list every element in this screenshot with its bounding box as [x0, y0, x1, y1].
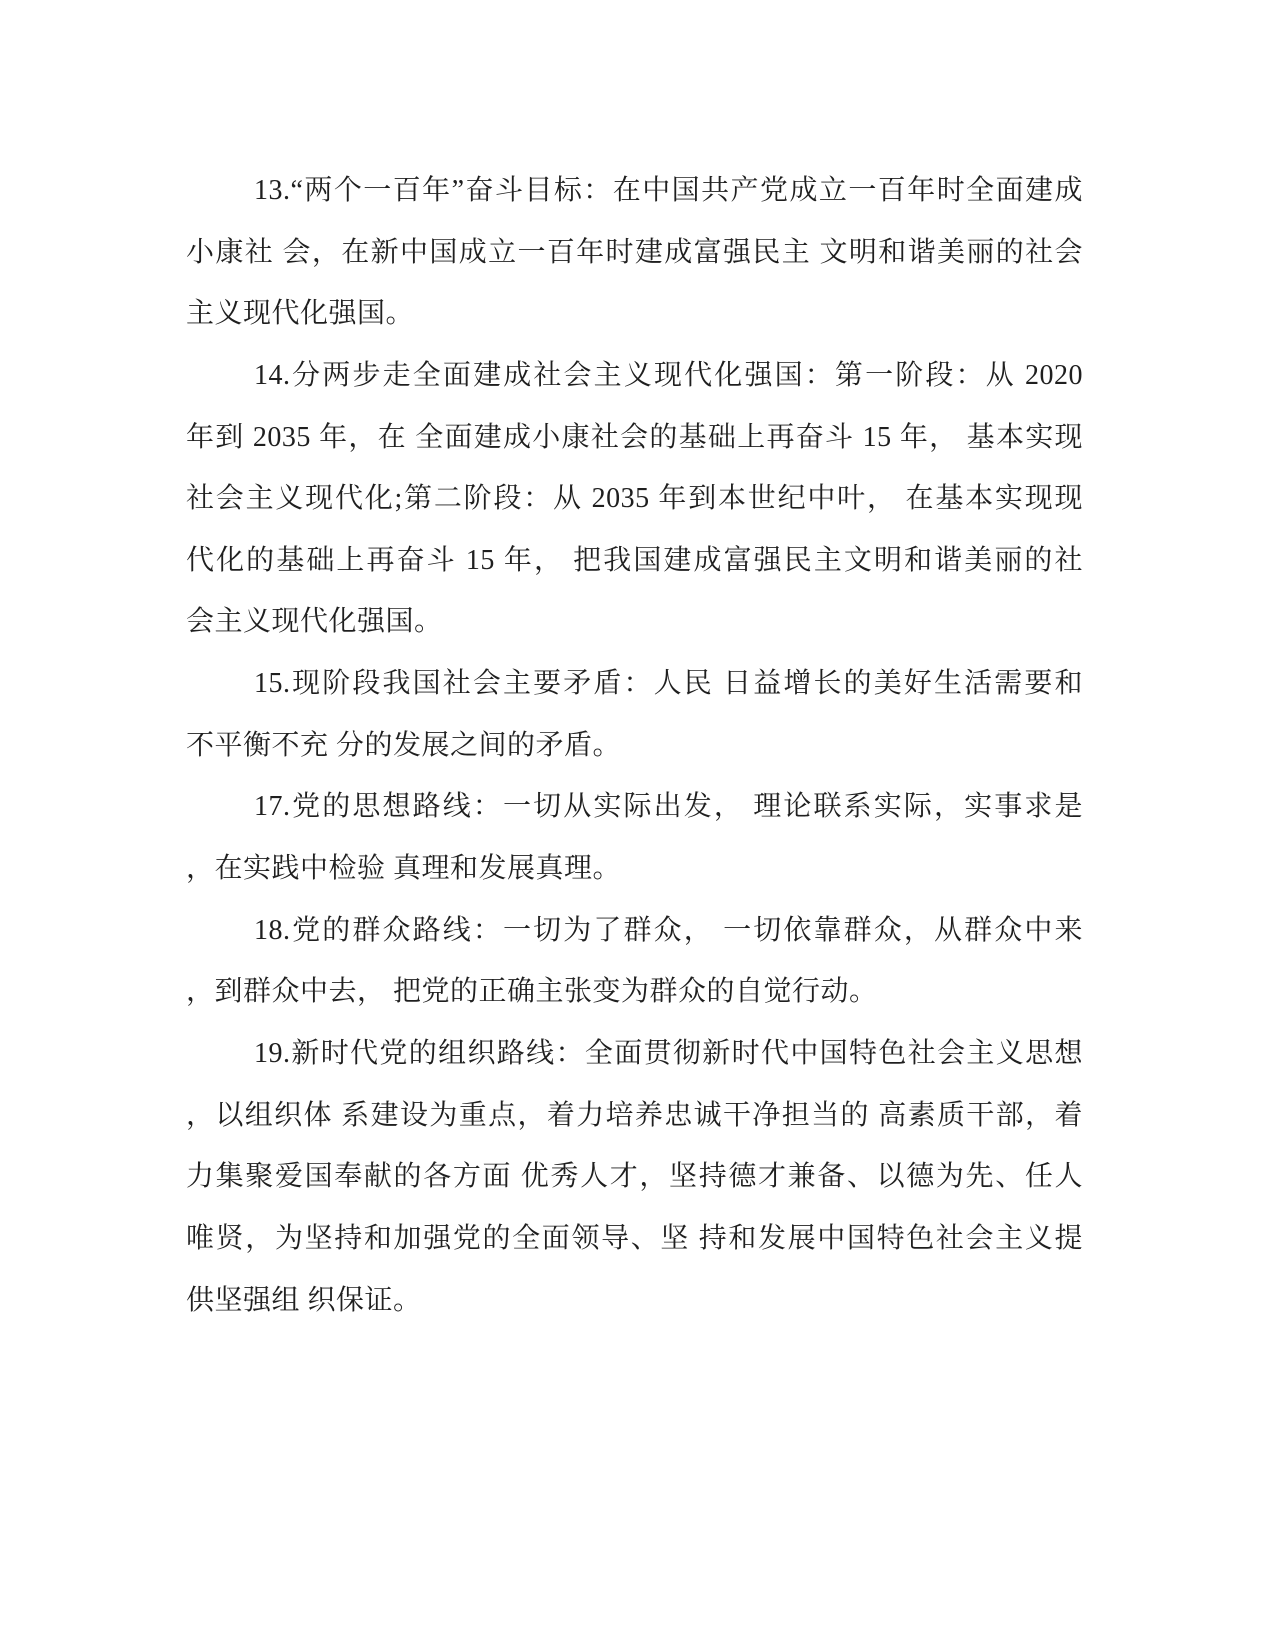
text-line: 18.党的群众路线：一切为了群众， 一切依靠群众，从群众中来	[254, 914, 1083, 946]
text-line: 14.分两步走全面建成社会主义现代化强国：第一阶段：从 2020	[254, 359, 1083, 391]
text-line: 社会主义现代化;第二阶段：从 2035 年到本世纪中叶， 在基本实现现	[186, 483, 1083, 515]
text-line: 13.“两个一百年”奋斗目标：在中国共产党成立一百年时全面建成	[254, 175, 1083, 206]
text-line: 15.现阶段我国社会主要矛盾：人民 日益增长的美好生活需要和	[254, 668, 1083, 700]
text-line: 供坚强组 织保证。	[186, 1284, 422, 1316]
text-line: 小康社 会，在新中国成立一百年时建成富强民主 文明和谐美丽的社会	[186, 236, 1083, 268]
paragraph-13	[186, 160, 1083, 345]
text-line: 17.党的思想路线：一切从实际出发， 理论联系实际，实事求是	[254, 791, 1083, 823]
paragraph-17	[186, 776, 1083, 899]
paragraph-15	[186, 653, 1083, 776]
text-line: 唯贤，为坚持和加强党的全面领导、坚 持和发展中国特色社会主义提	[186, 1222, 1083, 1254]
text-line: ，在实践中检验 真理和发展真理。	[186, 853, 622, 885]
text-line: ，到群众中去， 把党的正确主张变为群众的自觉行动。	[186, 976, 878, 1008]
document-body	[186, 160, 1083, 1331]
text-line: 力集聚爱国奉献的各方面 优秀人才，坚持德才兼备、以德为先、任人	[186, 1161, 1083, 1193]
text-line: 年到 2035 年，在 全面建成小康社会的基础上再奋斗 15 年， 基本实现	[186, 421, 1083, 453]
text-line: 19.新时代党的组织路线：全面贯彻新时代中国特色社会主义思想	[254, 1037, 1083, 1069]
text-line: 会主义现代化强国。	[186, 606, 443, 638]
paragraph-14	[186, 345, 1083, 653]
text-line: ，以组织体 系建设为重点，着力培养忠诚干净担当的 高素质干部，着	[186, 1099, 1083, 1131]
paragraph-19	[186, 1023, 1083, 1331]
text-line: 主义现代化强国。	[186, 298, 415, 330]
text-line: 代化的基础上再奋斗 15 年， 把我国建成富强民主文明和谐美丽的社	[186, 544, 1083, 576]
paragraph-18	[186, 900, 1083, 1023]
text-line: 不平衡不充 分的发展之间的矛盾。	[186, 729, 622, 761]
